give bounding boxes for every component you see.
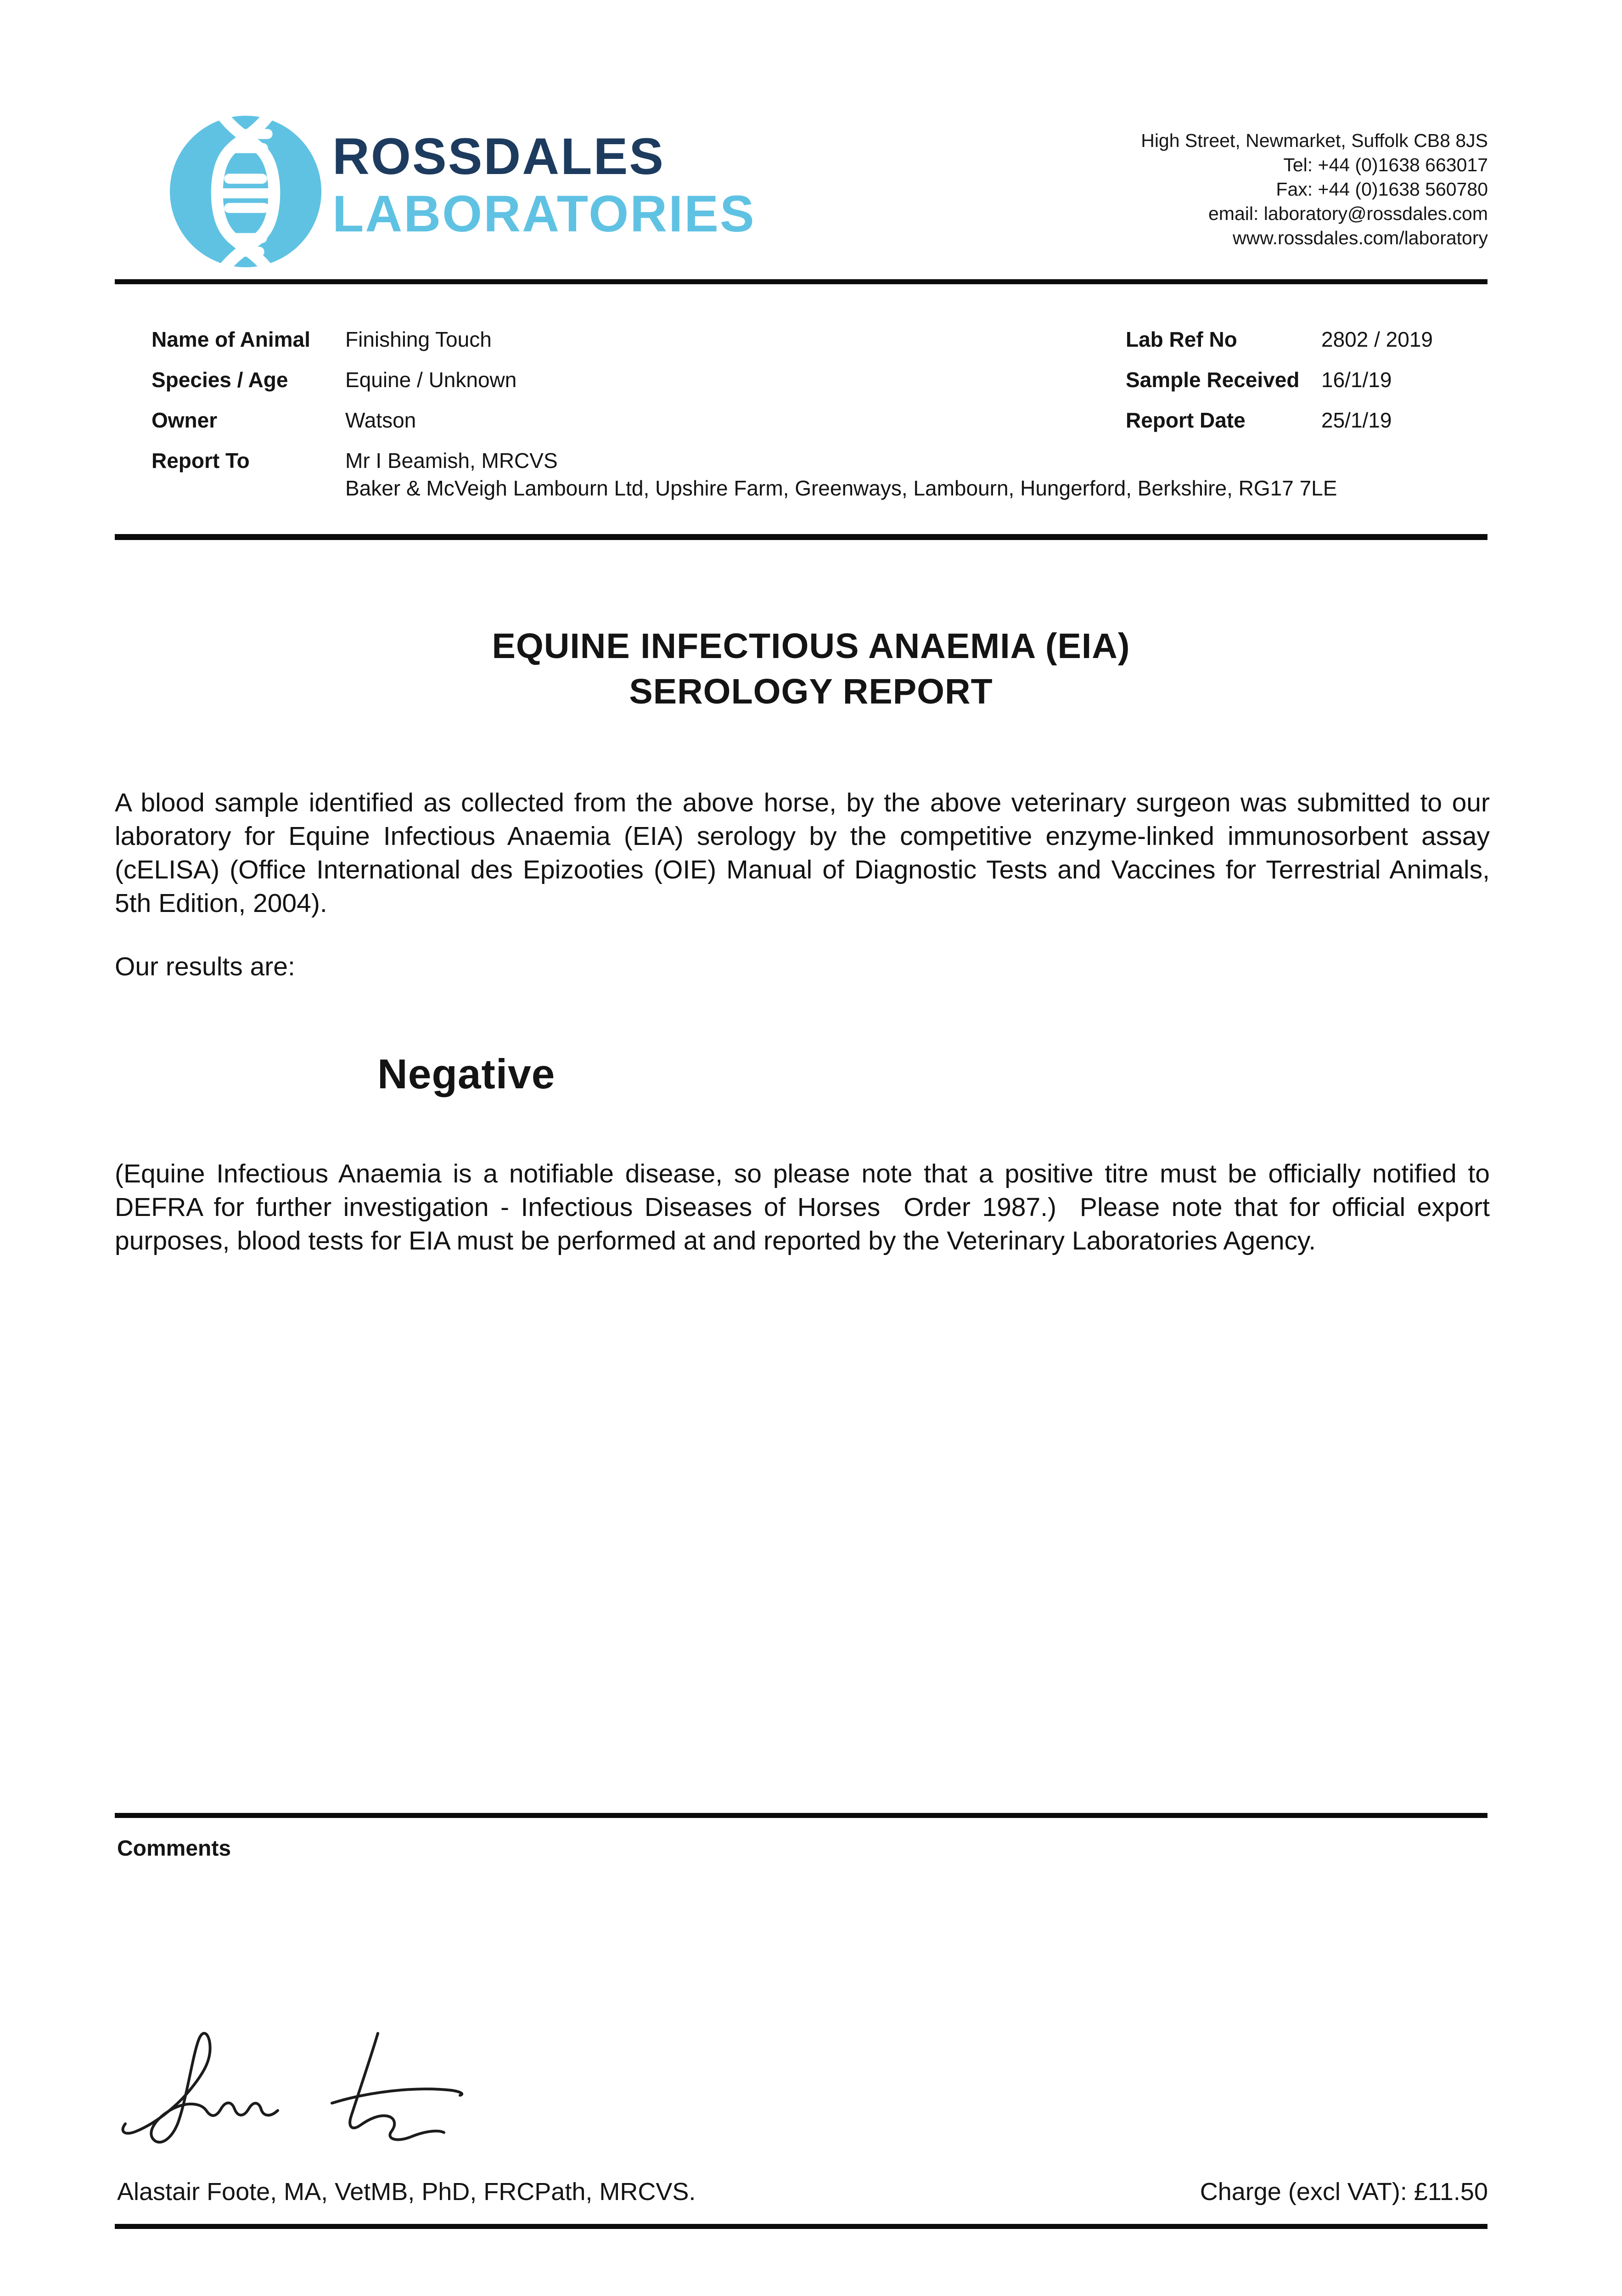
value-report-to-line2: Baker & McVeigh Lambourn Ltd, Upshire Farm, Greenways, Lambourn, Hungerford, Berkshire, RG17 7LE [345,476,1337,500]
contact-email: email: laboratory@rossdales.com [1208,203,1488,224]
report-paragraph-method: A blood sample identified as collected from the above horse, by the above veterinary surgeon was submitted to our laboratory for Equine Infectious Anaemia (EIA) serology by the competitive enzyme-linked immunosorbent assay (cELISA) (Office International des Epizooties (OIE) Manual of Diagnostic Tests and Vaccines for Terrestrial Animals, 5th Edition, 2004). [115,788,1497,918]
signatory-name: Alastair Foote, MA, VetMB, PhD, FRCPath, MRCVS. [117,2178,696,2206]
label-name-of-animal: Name of Animal [152,327,310,351]
header-divider [115,279,1487,284]
label-owner: Owner [152,408,218,432]
comments-divider [115,1813,1487,1818]
value-sample-received: 16/1/19 [1321,368,1392,392]
result-value: Negative [377,1051,556,1097]
value-owner: Watson [345,408,416,432]
report-title-line1: EQUINE INFECTIOUS ANAEMIA (EIA) [492,626,1130,666]
report-paragraph-notice: (Equine Infectious Anaemia is a notifiable disease, so please note that a positive titre must be officially notified to DEFRA for further investigation - Infectious Diseases of Horses Order 1987.) Please note that for official export purposes, blood tests for EIA must be performed at and reported by the Veterinary Laboratories Agency. [115,1159,1497,1255]
value-report-to-line1: Mr I Beamish, MRCVS [345,449,558,473]
signature [117,2020,484,2154]
comments-heading: Comments [117,1836,231,1861]
label-sample-received: Sample Received [1126,368,1300,392]
label-report-to: Report To [152,449,250,473]
footer-divider [115,2224,1487,2229]
results-intro: Our results are: [115,952,295,981]
brand-line1: ROSSDALES [332,128,665,185]
label-lab-ref-no: Lab Ref No [1126,327,1237,351]
charge-amount: Charge (excl VAT): £11.50 [1200,2178,1488,2206]
label-report-date: Report Date [1126,408,1246,432]
contact-fax: Fax: +44 (0)1638 560780 [1276,179,1488,200]
value-species-age: Equine / Unknown [345,368,517,392]
report-title [0,624,1622,715]
info-divider [115,534,1487,540]
contact-tel: Tel: +44 (0)1638 663017 [1283,154,1488,175]
value-lab-ref-no: 2802 / 2019 [1321,327,1433,351]
label-species-age: Species / Age [152,368,288,392]
brand-name [332,128,756,243]
dna-helix-icon [168,115,323,270]
contact-address: High Street, Newmarket, Suffolk CB8 8JS [1141,130,1488,151]
report-title-line2: SEROLOGY REPORT [629,672,993,711]
value-report-date: 25/1/19 [1321,408,1392,432]
value-name-of-animal: Finishing Touch [345,327,492,351]
contact-block [1141,129,1488,250]
brand-line2: LABORATORIES [332,185,756,243]
contact-website: www.rossdales.com/laboratory [1233,227,1488,248]
